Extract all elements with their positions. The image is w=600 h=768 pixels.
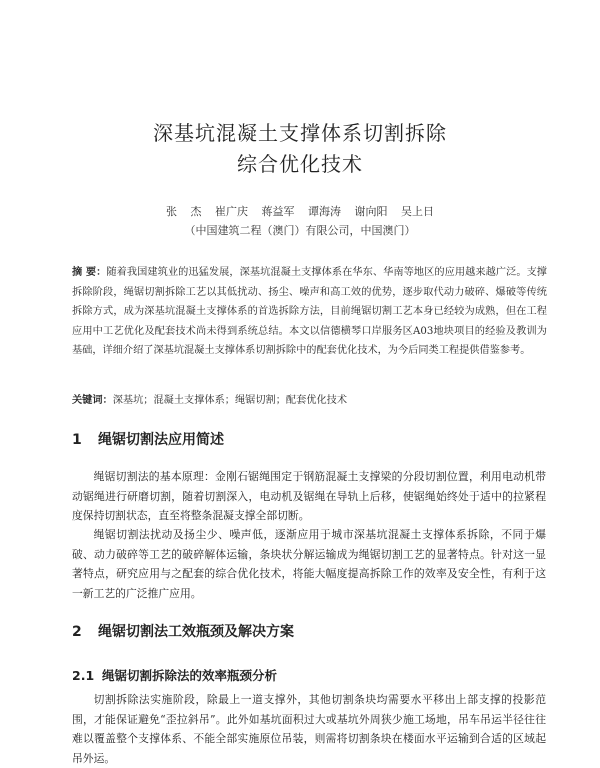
subsection-2-1-title: 绳锯切割拆除法的效率瓶颈分析 bbox=[102, 668, 278, 683]
section-2-title: 绳锯切割法工效瓶颈及解决方案 bbox=[98, 624, 294, 640]
section-1-paragraph-1: 绳锯切割法的基本原理：金刚石锯绳围定于钢筋混凝土支撑梁的分段切割位置，利用电动机带动锯绳进行研磨切割，随着切割深入，电动机及锯绳在导轨上后移，使锯绳始终处于适中的拉紧程度保持切割状态，直至将整条混凝支撑全部切断。 bbox=[72, 470, 546, 523]
abstract-text: 随着我国建筑业的迅猛发展，深基坑混凝土支撑体系在华东、华南等地区的应用越来越广泛。支撑拆除阶段，绳锯切割拆除工艺以其低扰动、扬尘、噪声和高工效的优势，逐步取代动力破碎、爆破等传统拆除方式，成为深基坑混凝土支撑体系的首选拆除方法，目前绳锯切割工艺本身已经较为成熟，但在工程应用中工艺优化及配套技术尚未得到系统总结。本文以信德横琴口岸服务区A03地块项目的经验及教训为基础，详细介绍了深基坑混凝土支撑体系切割拆除中的配套优化技术，为今后同类工程提供借鉴参考。 bbox=[72, 267, 547, 356]
author-list: 张 杰 崔广庆 蒋益军 谭海涛 谢向阳 吴上日 bbox=[166, 205, 434, 218]
paper-title-line-1: 深基坑混凝土支撑体系切割拆除 bbox=[153, 121, 447, 145]
abstract bbox=[72, 263, 547, 361]
section-1-number: 1 bbox=[72, 432, 82, 448]
keywords bbox=[72, 391, 552, 406]
keywords-text: 深基坑；混凝土支撑体系；绳锯切割；配套优化技术 bbox=[112, 395, 348, 406]
paper-title-line-2: 综合优化技术 bbox=[237, 152, 363, 176]
section-2-number: 2 bbox=[72, 624, 82, 640]
section-1-title: 绳锯切割法应用简述 bbox=[98, 432, 224, 448]
subsection-2-1-paragraph-1: 切割拆除法实施阶段，除最上一道支撑外，其他切割条块均需要水平移出上部支撑的投影范围，才能保证避免“歪拉斜吊”。此外如基坑面积过大或基坑外周狭少施工场地，吊车吊运半径往往难以覆盖整个支撑体系、不能全部实施原位吊装，则需将切割条块在楼面水平运输到合适的区域起吊外运。 bbox=[72, 693, 546, 765]
section-2-heading bbox=[72, 621, 294, 641]
affiliation: （中国建筑二程（澳门）有限公司，中国澳门） bbox=[184, 224, 416, 237]
keywords-label: 关键词： bbox=[72, 395, 113, 406]
subsection-2-1-heading bbox=[72, 666, 277, 684]
subsection-2-1-number: 2.1 bbox=[72, 668, 95, 683]
section-1-heading bbox=[72, 429, 224, 449]
section-1-paragraph-2: 绳锯切割法扰动及扬尘少、噪声低，逐渐应用于城市深基坑混凝土支撑体系拆除，不同于爆破、动力破碎等工艺的破碎解体运输，条块状分解运输成为绳锯切割工艺的显著特点。针对这一显著特点，研究应用与之配套的综合优化技术，将能大幅度提高拆除工作的效率及安全性，有利于这一新工艺的广泛推广应用。 bbox=[72, 528, 546, 600]
abstract-label: 摘 要： bbox=[72, 267, 107, 278]
